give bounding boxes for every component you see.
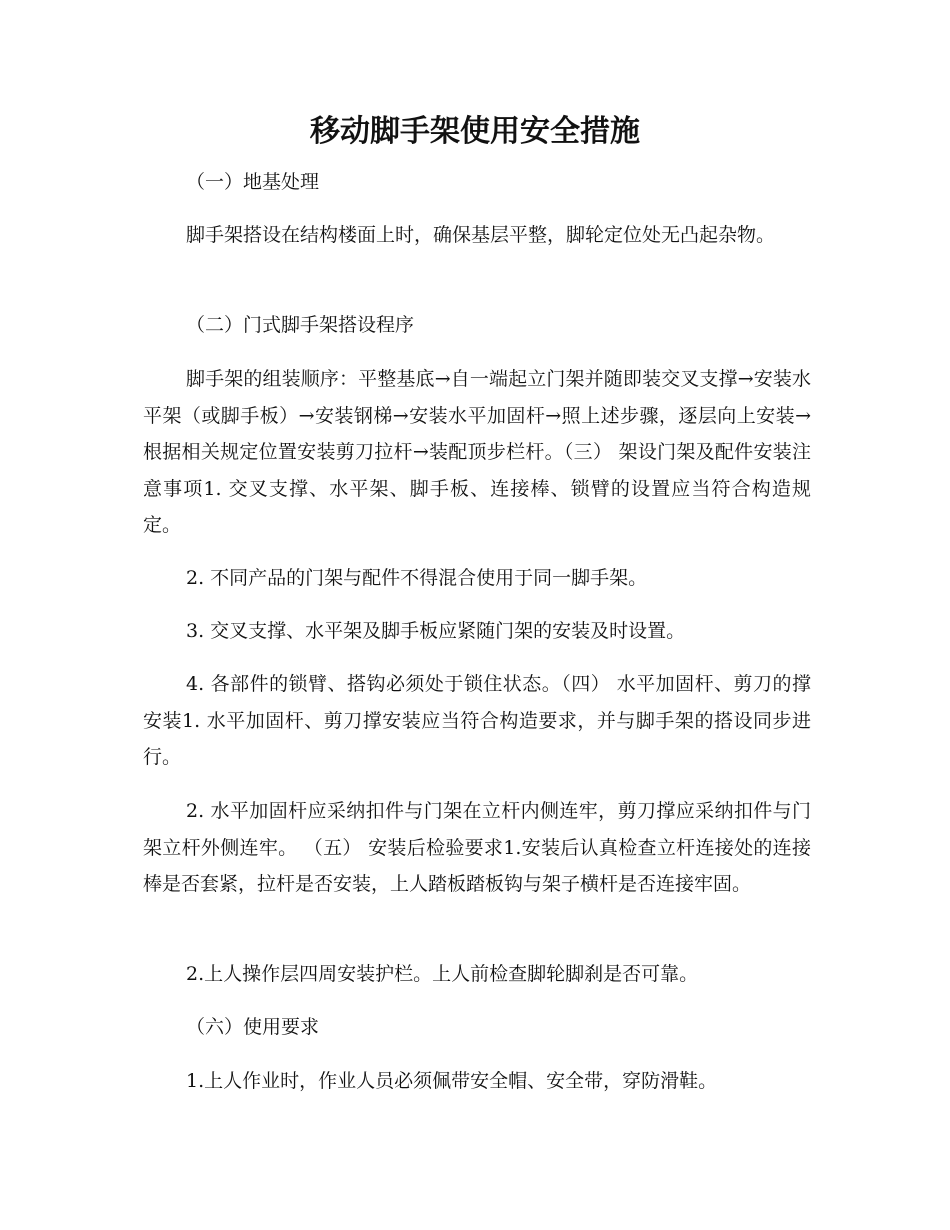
document-title: 移动脚手架使用安全措施 [310, 114, 640, 149]
section-heading-6: （六）使用要求 [186, 1016, 320, 1038]
section-5-item-2: 2.上人操作层四周安装护栏。上人前检查脚轮脚刹是否可靠。 [186, 963, 699, 985]
section-heading-1: （一）地基处理 [186, 171, 320, 193]
section-4-item-2-paragraph: 2. 水平加固杆应采纳扣件与门架在立杆内侧连牢，剪刀撑应采纳扣件与门架立杆外侧连牢。 （五） 安装后检验要求1.安装后认真检查立杆连接处的连接棒是否套紧，拉杆是否安装，上人踏板踏板钩与架子横杆是否连接牢固。 [143, 800, 811, 895]
section-6-item-1: 1.上人作业时，作业人员必须佩带安全帽、安全带，穿防滑鞋。 [186, 1070, 718, 1092]
section-1-paragraph: 脚手架搭设在结构楼面上时，确保基层平整，脚轮定位处无凸起杂物。 [186, 224, 776, 246]
section-3-item-4-paragraph: 4. 各部件的锁臂、搭钩必须处于锁住状态。（四） 水平加固杆、剪刀的撑安装1. 水平加固杆、剪刀撑安装应当符合构造要求，并与脚手架的搭设同步进行。 [143, 673, 811, 768]
section-3-item-3: 3. 交叉支撑、水平架及脚手板应紧随门架的安装及时设置。 [186, 620, 686, 642]
section-3-item-2: 2. 不同产品的门架与配件不得混合使用于同一脚手架。 [186, 567, 648, 589]
section-2-paragraph: 脚手架的组装顺序：平整基底→自一端起立门架并随即装交叉支撑→安装水平架（或脚手板）→安装钢梯→安装水平加固杆→照上述步骤，逐层向上安装→根据相关规定位置安装剪刀拉杆→装配顶步栏杆。（三） 架设门架及配件安装注意事项1. 交叉支撑、水平架、脚手板、连接棒、锁臂的设置应当符合构造规定。 [143, 368, 811, 536]
section-heading-2: （二）门式脚手架搭设程序 [186, 314, 415, 336]
